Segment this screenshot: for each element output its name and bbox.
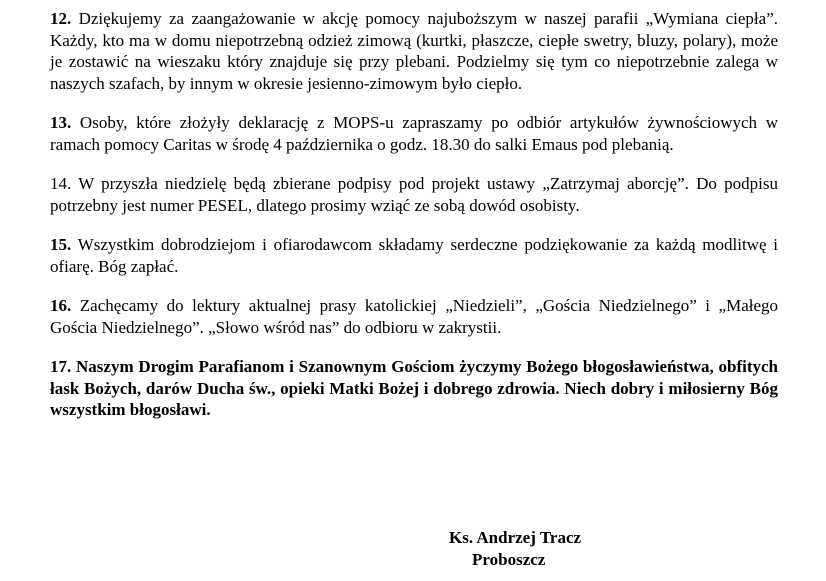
signature-role: Proboszcz xyxy=(472,550,546,569)
announcement-text: Dziękujemy za zaangażowanie w akcję pomocy najuboższym w naszej parafii „Wymiana ciepła”. Każdy, kto ma w domu niepotrzebną odzież zimową (kurtki, płaszcze, ciepłe swetry, bluzy, polary), może je zostawić na wieszaku który znajduje się przy plebani. Podzielmy się tym co niepotrzebnie zalega w naszych szafach, by innym w okresie jesienno-zimowym było ciepło. xyxy=(50,9,778,93)
announcement-number: 15. xyxy=(50,235,72,254)
announcement-text: Osoby, które złożyły deklarację z MOPS-u zapraszamy po odbiór artykułów żywnościowych w ramach pomocy Caritas w środę 4 października o godz. 18.30 do salki Emaus pod plebanią. xyxy=(50,113,778,154)
announcements-document xyxy=(50,8,778,439)
announcement-text: Naszym Drogim Parafianom i Szanownym Gościom życzymy Bożego błogosławieństwa, obfitych łask Bożych, darów Ducha św., opieki Matki Bożej i dobrego zdrowia. Niech dobry i miłosierny Bóg wszystkim błogosławi. xyxy=(50,357,778,419)
announcement-text: Zachęcamy do lektury aktualnej prasy katolickiej „Niedzieli”, „Gościa Niedzielnego” i „Małego Gościa Niedzielnego”. „Słowo wśród nas” do odbioru w zakrystii. xyxy=(50,296,779,337)
announcement-number: 12. xyxy=(50,9,72,28)
announcement-text: W przyszła niedzielę będą zbierane podpisy pod projekt ustawy „Zatrzymaj aborcję”. Do podpisu potrzebny jest numer PESEL, dlatego prosimy wziąć ze sobą dowód osobisty. xyxy=(50,174,778,215)
announcement-number: 14. xyxy=(50,174,72,193)
announcement-number: 17. xyxy=(50,357,72,376)
announcement-text: Wszystkim dobrodziejom i ofiarodawcom składamy serdeczne podziękowanie za każdą modlitwę i ofiarę. Bóg zapłać. xyxy=(50,235,778,276)
announcement-17 xyxy=(50,356,778,421)
announcement-13 xyxy=(50,112,778,155)
announcement-number: 13. xyxy=(50,113,72,132)
announcement-14 xyxy=(50,173,778,216)
signature-name: Ks. Andrzej Tracz xyxy=(449,528,582,547)
announcement-15 xyxy=(50,234,778,277)
signature-block xyxy=(449,527,581,571)
announcement-16 xyxy=(50,295,778,338)
announcement-12 xyxy=(50,8,778,94)
announcement-number: 16. xyxy=(50,296,72,315)
